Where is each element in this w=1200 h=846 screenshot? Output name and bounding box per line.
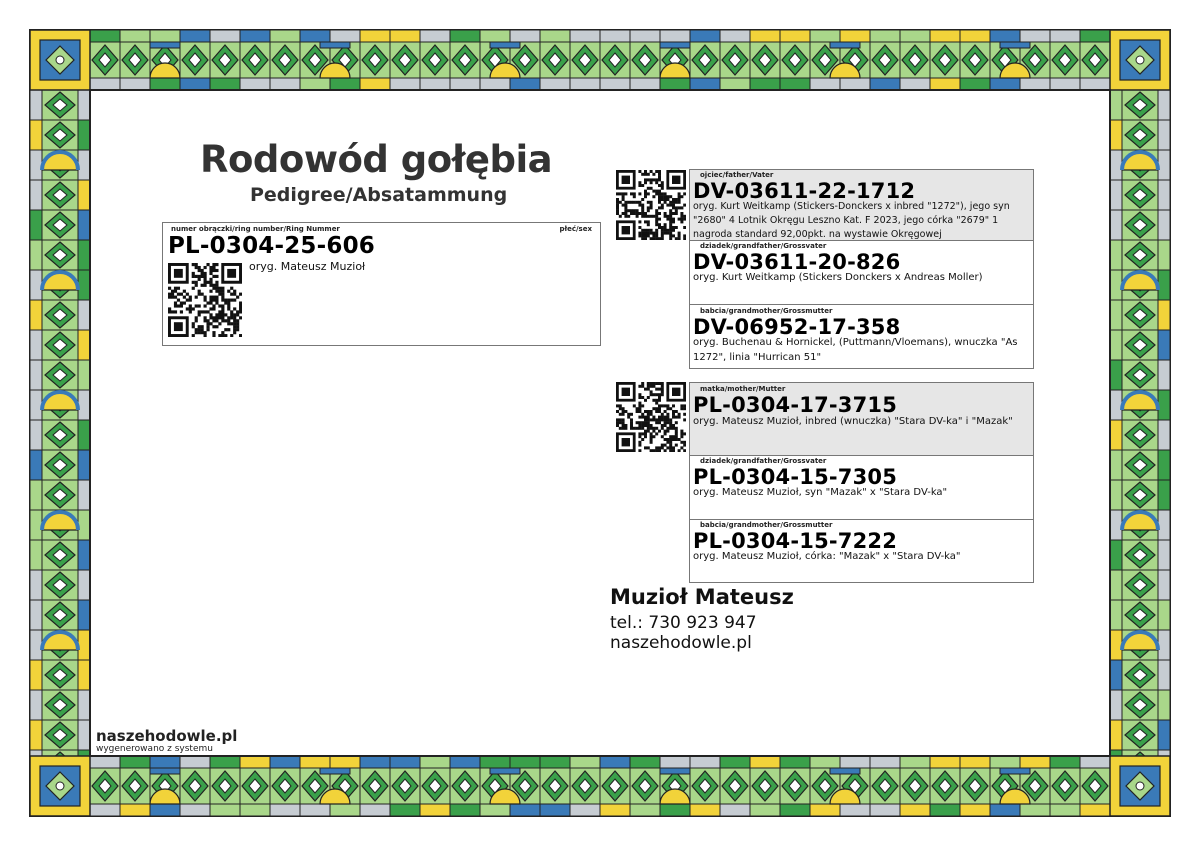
father-grandfather-description: oryg. Kurt Weitkamp (Stickers Donckers x Andreas Moller) xyxy=(693,272,983,283)
owner-phone: tel.: 730 923 947 xyxy=(610,613,757,633)
sex-label: płeć/sex xyxy=(559,225,592,233)
father-card xyxy=(689,169,1034,241)
subject-ring-number: PL-0304-25-606 xyxy=(168,233,375,259)
father-grandfather-ring-number: DV-03611-20-826 xyxy=(693,250,901,274)
generated-note: wygenerowano z systemu xyxy=(96,744,213,754)
mother-ring-number: PL-0304-17-3715 xyxy=(693,393,898,417)
qr-code-icon xyxy=(616,382,686,452)
qr-code-icon xyxy=(616,170,686,240)
mother-grandmother-description: oryg. Mateusz Muzioł, córka: "Mazak" x "Stara DV-ka" xyxy=(693,551,961,562)
mother-label: matka/mother/Mutter xyxy=(700,385,786,393)
mother-grandfather-ring-number: PL-0304-15-7305 xyxy=(693,465,898,489)
subject-card xyxy=(162,222,601,346)
owner-name: Muzioł Mateusz xyxy=(610,585,794,609)
ring-number-label: numer obrączki/ring number/Ring Nummer xyxy=(171,225,340,233)
mother-card xyxy=(689,382,1034,456)
father-description: oryg. Kurt Weitkamp (Stickers-Donckers x inbred "1272"), jego syn "2680" 4 Lotnik Okręgu Leszno Kat. F 2023, jego córka "2679" 1 nagroda standard 92,00pkt. na wystawie Okręgowej xyxy=(693,201,1010,240)
qr-code-icon xyxy=(168,263,242,337)
father-grandmother-card xyxy=(689,304,1034,369)
mother-grandmother-card xyxy=(689,519,1034,583)
page-subtitle: Pedigree/Absatammung xyxy=(250,184,508,206)
brand-logo-text: naszehodowle.pl xyxy=(96,727,238,745)
father-label: ojciec/father/Vater xyxy=(700,171,774,179)
father-ring-number: DV-03611-22-1712 xyxy=(693,179,916,203)
mother-grandfather-card xyxy=(689,455,1034,520)
subject-description: oryg. Mateusz Muzioł xyxy=(249,260,366,273)
father-grandmother-ring-number: DV-06952-17-358 xyxy=(693,315,901,339)
father-grandmother-description: oryg. Buchenau & Hornickel, (Puttmann/Vloemans), wnuczka "As 1272", linia "Hurrican 51" xyxy=(693,337,1018,363)
mother-grandfather-description: oryg. Mateusz Muzioł, syn "Mazak" x "Stara DV-ka" xyxy=(693,487,948,498)
mother-description: oryg. Mateusz Muzioł, inbred (wnuczka) "Stara DV-ka" i "Mazak" xyxy=(693,416,1013,427)
father-grandfather-card xyxy=(689,240,1034,305)
grandmother-label: babcia/grandmother/Grossmutter xyxy=(700,307,833,315)
mother-grandmother-ring-number: PL-0304-15-7222 xyxy=(693,529,898,553)
owner-website[interactable]: naszehodowle.pl xyxy=(610,633,752,653)
grandfather-label: dziadek/grandfather/Grossvater xyxy=(700,457,827,465)
grandfather-label: dziadek/grandfather/Grossvater xyxy=(700,242,827,250)
grandmother-label: babcia/grandmother/Grossmutter xyxy=(700,521,833,529)
page-title: Rodowód gołębia xyxy=(200,138,553,181)
